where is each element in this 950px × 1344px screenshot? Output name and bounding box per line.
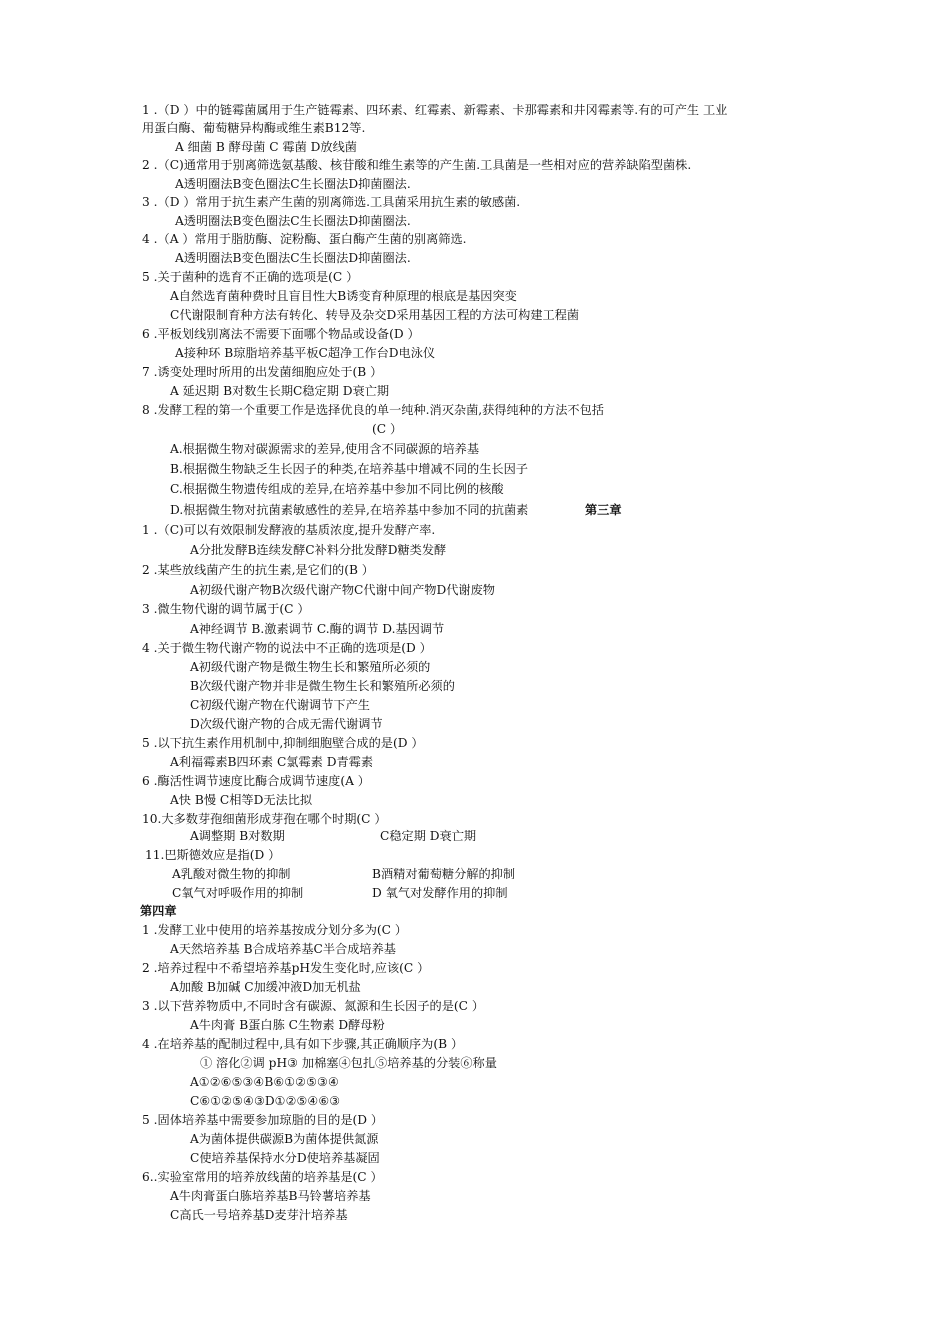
c4-q6-text: 6..实验室常用的培养放线菌的培养基是(C ） (142, 1170, 383, 1184)
c3-q4-option-c: C初级代谢产物在代谢调节下产生 (190, 698, 370, 712)
q8-option-c: C.根据微生物遗传组成的差异,在培养基中参加不同比例的核酸 (170, 482, 504, 496)
c3-q1-options: A分批发酵B连续发酵C补料分批发酵D糖类发酵 (190, 543, 447, 557)
c4-q3-text: 3 .以下营养物质中,不同时含有碳源、氮源和生长因子的是(C ） (142, 999, 485, 1013)
q1-options: A 细菌 B 酵母菌 C 霉菌 D放线菌 (175, 140, 357, 154)
c4-q2-options: A加酸 B加碱 C加缓冲液D加无机盐 (170, 980, 361, 994)
q8-answer: (C ） (372, 422, 403, 436)
c4-q3-options: A牛肉膏 B蛋白胨 C生物素 D酵母粉 (190, 1018, 385, 1032)
c4-q6-options-cd: C高氏一号培养基D麦芽汁培养基 (170, 1208, 348, 1222)
c3-q3-text: 3 .微生物代谢的调节属于(C ） (142, 602, 310, 616)
q8-text: 8 .发酵工程的第一个重要工作是选择优良的单一纯种.消灭杂菌,获得纯种的方法不包括 (142, 403, 604, 417)
q3-options: A透明圈法B变色圈法C生长圈法D抑菌圈法. (175, 214, 411, 228)
q2-text: 2 .（C)通常用于别离筛选氨基酸、核苷酸和维生素等的产生菌.工具菌是一些相对应的营养缺陷型菌株. (142, 158, 692, 172)
q4-text: 4 .（A ）常用于脂肪酶、淀粉酶、蛋白酶产生菌的别离筛选. (142, 232, 467, 246)
c3-q10-text: 10.大多数芽孢细菌形成芽孢在哪个时期(C ） (142, 812, 387, 826)
c4-q4-steps: ① 溶化②调 pH③ 加棉塞④包扎⑤培养基的分装⑥称量 (200, 1056, 497, 1070)
c3-q3-options: A神经调节 B.激素调节 C.酶的调节 D.基因调节 (190, 622, 445, 636)
c3-q10-options-cd: C稳定期 D衰亡期 (380, 829, 477, 843)
q8-option-b: B.根据微生物缺乏生长因子的种类,在培养基中增减不同的生长因子 (170, 462, 528, 476)
c3-q10-options-ab: A调整期 B对数期 (190, 829, 285, 843)
c3-q4-text: 4 .关于微生物代谢产物的说法中不正确的选项是(D ） (142, 641, 432, 655)
c4-q1-options: A天然培养基 B合成培养基C半合成培养基 (170, 942, 396, 956)
c4-q5-options-cd: C使培养基保持水分D使培养基凝固 (190, 1151, 380, 1165)
q7-options: A 延迟期 B对数生长期C稳定期 D衰亡期 (170, 384, 390, 398)
c4-q1-text: 1 .发酵工业中使用的培养基按成分划分多为(C ） (142, 923, 408, 937)
q5-options-cd: C代谢限制育种方法有转化、转导及杂交D采用基因工程的方法可构建工程菌 (170, 308, 580, 322)
c4-q5-options-ab: A为菌体提供碳源B为菌体提供氮源 (190, 1132, 379, 1146)
q6-text: 6 .平板划线别离法不需要下面哪个物品或设备(D ） (142, 327, 420, 341)
c4-q4-options-cd: C⑥①②⑤④③D①②⑤④⑥③ (190, 1094, 341, 1108)
c3-q1-text: 1 .（C)可以有效限制发酵液的基质浓度,提升发酵产率. (142, 523, 436, 537)
c4-q5-text: 5 .固体培养基中需要参加琼脂的目的是(D ） (142, 1113, 384, 1127)
q5-text: 5 .关于菌种的选育不正确的选项是(C ） (142, 270, 359, 284)
c3-q11-option-a: A乳酸对微生物的抑制 (172, 867, 291, 881)
q1-text-cont: 用蛋白酶、葡萄糖异构酶或维生素B12等. (142, 121, 366, 135)
q1-text: 1 .（D ）中的链霉菌属用于生产链霉素、四环素、红霉素、新霉素、卡那霉素和井冈霉素等.有的可产生 工业 (142, 103, 728, 117)
q6-options: A接种环 B琼脂培养基平板C超净工作台D电泳仪 (175, 346, 436, 360)
q8-option-a: A.根据微生物对碳源需求的差异,使用含不同碳源的培养基 (170, 442, 480, 456)
q2-options: A透明圈法B变色圈法C生长圈法D抑菌圈法. (175, 177, 411, 191)
c3-q5-options: A利福霉素B四环素 C氯霉素 D青霉素 (170, 755, 374, 769)
q5-options-ab: A自然选育菌种费时且盲目性大B诱变育种原理的根底是基因突变 (170, 289, 517, 303)
c3-q2-options: A初级代谢产物B次级代谢产物C代谢中间产物D代谢废物 (190, 583, 495, 597)
c3-q5-text: 5 .以下抗生素作用机制中,抑制细胞壁合成的是(D ） (142, 736, 424, 750)
c3-q11-option-b: B酒精对葡萄糖分解的抑制 (372, 867, 516, 881)
q8-option-d: D.根据微生物对抗菌素敏感性的差异,在培养基中参加不同的抗菌素 (170, 503, 529, 517)
c3-q6-text: 6 .酶活性调节速度比酶合成调节速度(A ） (142, 774, 370, 788)
c4-q4-options-ab: A①②⑥⑤③④B⑥①②⑤③④ (190, 1075, 339, 1089)
c3-q11-option-c: C氧气对呼吸作用的抑制 (172, 886, 304, 900)
q7-text: 7 .诱变处理时所用的出发菌细胞应处于(B ） (142, 365, 383, 379)
q4-options: A透明圈法B变色圈法C生长圈法D抑菌圈法. (175, 251, 411, 265)
c3-q4-option-b: B次级代谢产物并非是微生物生长和繁殖所必须的 (190, 679, 455, 693)
c3-q11-option-d: D 氧气对发酵作用的抑制 (372, 886, 508, 900)
c4-q2-text: 2 .培养过程中不希望培养基pH发生变化时,应该(C ） (142, 961, 430, 975)
chapter-4-heading: 第四章 (140, 904, 177, 918)
c3-q4-option-d: D次级代谢产物的合成无需代谢调节 (190, 717, 383, 731)
c3-q2-text: 2 .某些放线菌产生的抗生素,是它们的(B ） (142, 563, 374, 577)
c4-q6-options-ab: A牛肉膏蛋白胨培养基B马铃薯培养基 (170, 1189, 371, 1203)
chapter-3-heading: 第三章 (585, 503, 622, 517)
c3-q11-text: 11.巴斯德效应是指(D ） (145, 848, 281, 862)
c4-q4-text: 4 .在培养基的配制过程中,具有如下步骤,其正确顺序为(B ） (142, 1037, 464, 1051)
c3-q6-options: A快 B慢 C相等D无法比拟 (170, 793, 313, 807)
c3-q4-option-a: A初级代谢产物是微生物生长和繁殖所必须的 (190, 660, 431, 674)
q3-text: 3 .（D ）常用于抗生素产生菌的别离筛选.工具菌采用抗生素的敏感菌. (142, 195, 521, 209)
